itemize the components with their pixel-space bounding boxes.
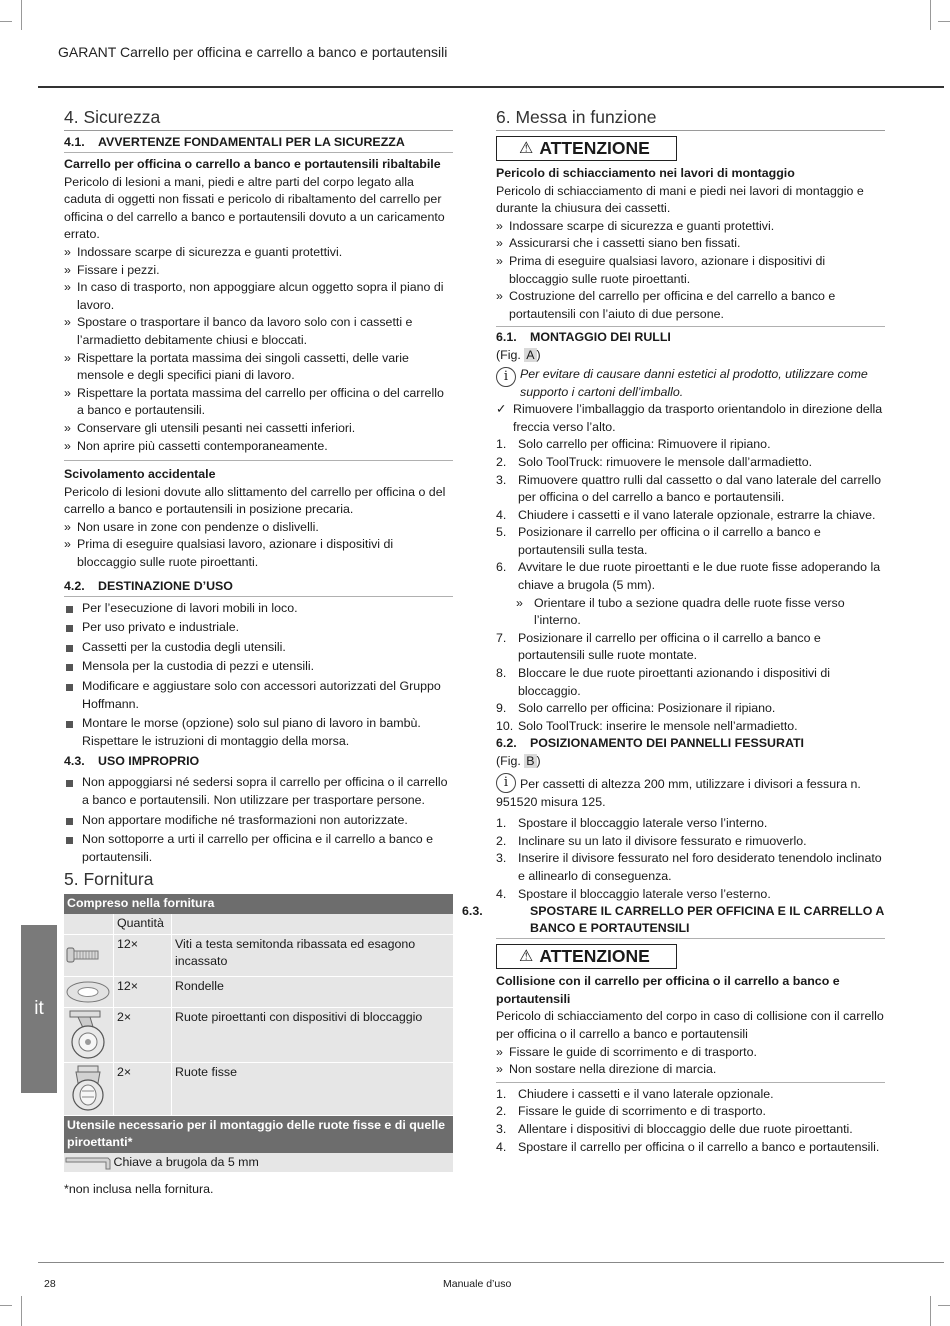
section-number: 6.1. (496, 330, 517, 345)
warning-label (496, 944, 677, 969)
info-note (496, 776, 885, 811)
step-text: Solo ToolTruck: rimuovere le mensole dall’armadietto. (518, 454, 813, 469)
table-row (64, 1153, 453, 1173)
list-item (496, 886, 885, 904)
slot-panel-steps (496, 815, 885, 903)
step-number: 6. (496, 560, 507, 575)
section-number: 6.3. (462, 904, 483, 919)
washer-icon (64, 977, 113, 1007)
list-item (496, 630, 885, 665)
step-text: Posizionare il carrello per officina o il carrello a banco e portautensili sulle ruote montate. (518, 630, 821, 663)
list-item: » Prima di eseguire qualsiasi lavoro, azionare i dispositivi di bloccaggio sulle ruote piroettanti. (64, 536, 453, 571)
collision-text: Pericolo di schiacciamento del corpo in caso di collisione con il carrello per officina o il carrello a banco e portautensili (496, 1009, 884, 1041)
section-6-1-heading (496, 329, 885, 347)
figure-prefix: (Fig. (496, 754, 521, 769)
step-number: 1. (496, 816, 507, 831)
step-text: Solo carrello per officina: Rimuovere il ripiano. (518, 437, 771, 452)
list-item: » Non usare in zone con pendenze o dislivelli. (64, 519, 453, 537)
figure-reference (496, 753, 885, 771)
list-item: Cassetti per la custodia degli utensili. (64, 639, 453, 657)
section-6-title: 6. Messa in funzione (496, 106, 885, 131)
list-item: Modificare e aggiustare solo con accessori autorizzati del Gruppo Hoffmann. (64, 678, 453, 713)
quantity-header: Quantità (114, 914, 172, 934)
section-4-2-heading (64, 578, 453, 597)
caster-steps (496, 436, 885, 594)
list-item (496, 507, 885, 525)
list-item (496, 1121, 885, 1139)
step-number: 2. (496, 454, 507, 469)
divider (496, 326, 885, 327)
precondition-list (496, 401, 885, 436)
warning-triangle-icon: ⚠ (519, 947, 534, 965)
step-text: Spostare il bloccaggio laterale verso l’interno. (518, 816, 768, 831)
step-number: 10. (496, 718, 514, 733)
left-column (64, 106, 453, 1199)
step-text: Spostare il bloccaggio laterale verso l’esterno. (518, 886, 771, 901)
list-item: » Non sostare nella direzione di marcia. (496, 1061, 885, 1079)
list-item (496, 1139, 885, 1157)
slip-heading: Scivolamento accidentale (64, 467, 216, 482)
info-note (496, 366, 885, 401)
list-item (496, 436, 885, 454)
crop-mark (930, 1296, 931, 1326)
page-number: 28 (44, 1278, 56, 1290)
list-item: » Orientare il tubo a sezione quadra delle ruote fisse verso l’interno. (496, 595, 885, 630)
table-row (64, 934, 453, 976)
list-item: Mensola per la custodia di pezzi e utensili. (64, 658, 453, 676)
section-title: USO IMPROPRIO (98, 754, 200, 769)
divider (64, 460, 453, 461)
list-item (496, 700, 885, 718)
list-item: » In caso di trasporto, non appoggiare alcun oggetto sopra il piano di lavoro. (64, 279, 453, 314)
caster-steps-continued (496, 630, 885, 736)
description-cell: Rondelle (172, 976, 454, 1007)
section-number: 4.3. (64, 754, 85, 769)
section-title: AVVERTENZE FONDAMENTALI PER LA SICUREZZA (98, 135, 405, 149)
crush-heading: Pericolo di schiacciamento nei lavori di montaggio (496, 166, 795, 180)
crush-text: Pericolo di schiacciamento di mani e piedi nei lavori di montaggio e durante la chiusura dei cassetti. (496, 183, 864, 216)
step-text: Solo carrello per officina: Posizionare il ripiano. (518, 701, 776, 716)
list-item: Non appoggiarsi né sedersi sopra il carrello per officina o il carrello a banco e portautensili. Non utilizzare per trasportare persone. (64, 774, 453, 809)
warning-text: ATTENZIONE (539, 137, 650, 158)
step-text: Fissare le guide di scorrimento e di trasporto. (518, 1104, 766, 1119)
description-cell: Ruote piroettanti con dispositivi di bloccaggio (172, 1007, 454, 1062)
step-number: 4. (496, 507, 507, 522)
list-item: » Rispettare la portata massima dei singoli cassetti, delle varie mensole e degli specifici piani di lavoro. (64, 350, 453, 385)
figure-reference (496, 347, 885, 365)
step-text: Inclinare su un lato il divisore fessurato e rimuoverlo. (518, 833, 807, 848)
list-item (496, 524, 885, 559)
info-icon: i (496, 367, 516, 387)
figure-prefix: (Fig. (496, 348, 521, 363)
footnote: *non inclusa nella fornitura. (64, 1182, 214, 1197)
info-text: Per evitare di causare danni estetici al prodotto, utilizzare come supporto i cartoni dell’imballo. (520, 366, 868, 399)
list-item (496, 559, 885, 594)
tip-over-heading: Carrello per officina o carrello a banco e portautensili ribaltabile (64, 157, 441, 171)
step-text: Inserire il divisore fessurato nel foro desiderato tenendolo inclinato e allinearlo di conseguenza. (518, 851, 882, 883)
step-number: 3. (496, 1121, 507, 1136)
intended-use-list (64, 600, 453, 751)
crop-mark (938, 21, 950, 22)
list-item: » Non aprire più cassetti contemporaneamente. (64, 438, 453, 456)
table-row (64, 1062, 453, 1115)
warning-text: ATTENZIONE (539, 945, 650, 966)
step-text: Posizionare il carrello per officina o il carrello a banco e portautensili sulla testa. (518, 525, 821, 557)
list-item (496, 1103, 885, 1121)
info-text: Per cassetti di altezza 200 mm, utilizzare i divisori a fessura n. 951520 misura 125. (496, 777, 861, 809)
supply-table (64, 894, 453, 1173)
swivel-caster-icon (64, 1008, 113, 1062)
warning-label (496, 136, 677, 161)
list-item: » Spostare o trasportare il banco da lavoro solo con i cassetti e l’armadietto debitamente chiusi e bloccati. (64, 314, 453, 349)
list-item: Non apportare modifiche né trasformazioni non autorizzate. (64, 812, 453, 830)
step-number: 3. (496, 851, 507, 866)
list-item (496, 454, 885, 472)
table-cell (64, 914, 114, 934)
step-number: 1. (496, 437, 507, 452)
list-item: » Fissare i pezzi. (64, 262, 453, 280)
list-item (496, 1086, 885, 1104)
list-item: Non sottoporre a urti il carrello per officina e il carrello a banco e portautensili. (64, 831, 453, 866)
tip-over-list (64, 244, 453, 455)
quantity-cell: 2× (114, 1062, 172, 1115)
description-cell: Ruote fisse (172, 1062, 454, 1115)
step-text: Solo ToolTruck: inserire le mensole nell’armadietto. (518, 718, 798, 733)
figure-label-b: B (526, 754, 535, 769)
language-tab: it (21, 925, 57, 1093)
hex-key-icon (64, 1153, 113, 1171)
list-item: » Fissare le guide di scorrimento e di trasporto. (496, 1044, 885, 1062)
step-text: Chiudere i cassetti e il vano laterale opzionale, estrarre la chiave. (518, 507, 876, 522)
step-number: 2. (496, 1104, 507, 1119)
description-cell: Viti a testa semitonda ribassata ed esagono incassato (172, 934, 454, 976)
slip-text: Pericolo di lesioni dovute allo slittamento del carrello per officina o del carrello a banco e portautensili in posizione precaria. (64, 484, 446, 517)
crush-list (496, 218, 885, 324)
list-item (496, 472, 885, 507)
section-number: 4.2. (64, 578, 85, 593)
list-item: » Indossare scarpe di sicurezza e guanti protettivi. (64, 244, 453, 262)
list-item (496, 718, 885, 736)
section-5-title: 5. Fornitura (64, 869, 154, 890)
quantity-cell: 12× (114, 934, 172, 976)
list-item (496, 665, 885, 700)
tools-table-header: Utensile necessario per il montaggio delle ruote fisse e di quelle piroettanti* (64, 1115, 453, 1153)
list-item (496, 815, 885, 833)
figure-label-a: A (526, 348, 535, 363)
list-item: ✓ Rimuovere l’imballaggio da trasporto orientandolo in direzione della freccia verso l’alto. (496, 401, 885, 436)
step-6-sublist (496, 595, 885, 630)
supply-table-header: Compreso nella fornitura (64, 894, 453, 914)
list-item: » Costruzione del carrello per officina e del carrello a banco e portautensili con l’aiuto di due persone. (496, 288, 885, 323)
table-row (64, 1007, 453, 1062)
collision-heading: Collisione con il carrello per officina o il carrello a banco e portautensili (496, 974, 840, 1006)
list-item: » Conservare gli utensili pesanti nei cassetti inferiori. (64, 420, 453, 438)
table-row (64, 976, 453, 1007)
list-item: Montare le morse (opzione) solo sul piano di lavoro in bambù. Rispettare le istruzioni di montaggio della morsa. (64, 715, 453, 750)
list-item: Per uso privato e industriale. (64, 619, 453, 637)
tip-over-text: Pericolo di lesioni a mani, piedi e altre parti del corpo legato alla caduta di oggetti non fissati e pericolo di ribaltamento del carrello per officina o del carrello a banco e portautensili dovuto a un caricamento errato. (64, 174, 445, 242)
quantity-cell: 12× (114, 976, 172, 1007)
list-item: Per l’esecuzione di lavori mobili in loco. (64, 600, 453, 618)
figure-suffix: ) (536, 348, 541, 363)
step-number: 3. (496, 472, 507, 487)
collision-list (496, 1044, 885, 1079)
section-title: POSIZIONAMENTO DEI PANNELLI FESSURATI (530, 736, 804, 751)
step-text: Spostare il carrello per officina o il carrello a banco e portautensili. (518, 1139, 880, 1154)
section-title: SPOSTARE IL CARRELLO PER OFFICINA E IL CARRELLO A BANCO E PORTAUTENSILI (530, 904, 884, 936)
list-item: » Indossare scarpe di sicurezza e guanti protettivi. (496, 218, 885, 236)
step-text: Avvitare le due ruote piroettanti e le due ruote fisse adoperando la chiave a brugola (5 mm). (518, 560, 881, 593)
page-header-title: GARANT Carrello per officina e carrello a banco e portautensili (58, 44, 448, 60)
section-4-title: 4. Sicurezza (64, 106, 453, 131)
step-text: Bloccare le due ruote piroettanti azionando i dispositivi di bloccaggio. (518, 666, 831, 698)
crop-mark (21, 0, 22, 30)
crop-mark (0, 1305, 12, 1306)
section-number: 6.2. (496, 736, 517, 751)
list-item (496, 833, 885, 851)
list-item: » Rispettare la portata massima del carrello per officina o del carrello a banco e portautensili. (64, 385, 453, 420)
crop-mark (0, 21, 12, 22)
list-item: » Assicurarsi che i cassetti siano ben fissati. (496, 235, 885, 253)
slip-list (64, 519, 453, 572)
tool-cell: Chiave a brugola da 5 mm (114, 1153, 454, 1173)
section-6-2-heading (496, 735, 885, 753)
quantity-cell: 2× (114, 1007, 172, 1062)
footer-label: Manuale d’uso (443, 1278, 512, 1290)
info-icon: i (496, 773, 516, 793)
header-rule (38, 86, 944, 88)
step-number: 5. (496, 525, 507, 540)
list-item (496, 850, 885, 885)
right-column (462, 106, 885, 1156)
crop-mark (930, 0, 931, 30)
table-cell (172, 914, 454, 934)
warning-triangle-icon: ⚠ (519, 139, 534, 157)
section-title: MONTAGGIO DEI RULLI (530, 330, 671, 345)
step-number: 4. (496, 886, 507, 901)
crop-mark (21, 1296, 22, 1326)
section-4-1-heading (64, 134, 453, 153)
section-number: 4.1. (64, 135, 85, 149)
step-number: 9. (496, 701, 507, 716)
list-item: » Prima di eseguire qualsiasi lavoro, azionare i dispositivi di bloccaggio sulle ruote piroettanti. (496, 253, 885, 288)
crop-mark (938, 1305, 950, 1306)
divider (496, 1082, 885, 1083)
misuse-list (64, 774, 453, 866)
moving-steps (496, 1086, 885, 1156)
step-text: Chiudere i cassetti e il vano laterale opzionale. (518, 1086, 774, 1101)
step-number: 4. (496, 1139, 507, 1154)
step-number: 1. (496, 1086, 507, 1101)
step-text: Rimuovere quattro rulli dal cassetto o dal vano laterale del carrello per officina o del carrello a banco e portautensili. (518, 472, 881, 505)
footer-rule (38, 1262, 944, 1263)
figure-suffix: ) (536, 754, 541, 769)
fixed-caster-icon (64, 1063, 113, 1115)
section-title: DESTINAZIONE D’USO (98, 578, 233, 593)
step-number: 7. (496, 630, 507, 645)
section-6-3-heading (462, 903, 885, 939)
step-text: Allentare i dispositivi di bloccaggio delle due ruote piroettanti. (518, 1121, 853, 1136)
step-number: 8. (496, 666, 507, 681)
step-number: 2. (496, 833, 507, 848)
screw-icon (64, 935, 113, 975)
section-4-3-heading (64, 753, 453, 771)
